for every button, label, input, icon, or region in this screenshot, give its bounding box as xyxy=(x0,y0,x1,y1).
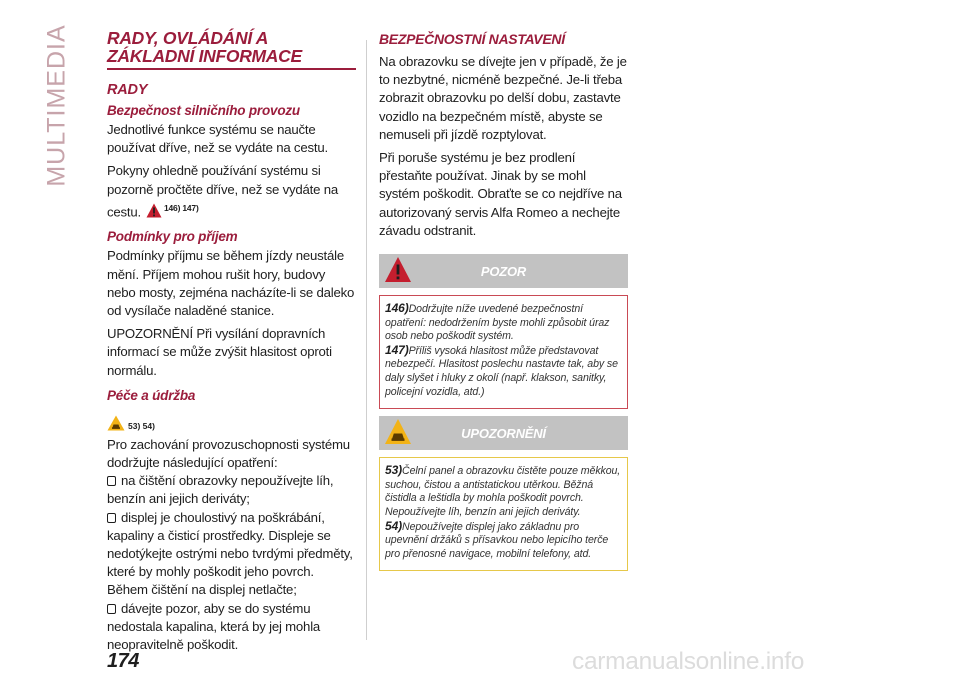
care-refs-line xyxy=(107,409,357,431)
watermark: carmanualsonline.info xyxy=(572,648,805,675)
warning-item-number: 146) xyxy=(385,301,409,316)
note-box xyxy=(379,416,628,571)
section-side-label xyxy=(30,23,84,187)
warning-item xyxy=(385,302,622,344)
road-safety-heading: Bezpečnost silničního provozu xyxy=(107,103,300,118)
care-refs: 53) 54) xyxy=(128,420,155,431)
note-item-number: 53) xyxy=(385,463,403,478)
reception-paragraph-1: Podmínky příjmu se během jízdy neustále mění. Příjem mohou rušit hory, budovy nebo mosty, zejména nacházíte-li se daleko od vysílače naladěné stanice. xyxy=(107,248,355,319)
safety-paragraph-2: Při poruše systému je bez prodlení přestaňte používat. Jinak by se mohl systém poškodit. Obraťte se co nejdříve na autorizovaný servis Alfa Romeo a nechejte závadu odstranit. xyxy=(379,150,622,238)
note-item-number: 54) xyxy=(385,518,403,533)
warning-item-text: Dodržujte níže uvedené bezpečnostní opatření: nedodržením byste mohli způsobit úraz osob nebo poškodit systém. xyxy=(385,303,610,343)
warning-triangle-icon xyxy=(384,256,412,284)
care-bullet-text: na čištění obrazovky nepoužívejte líh, benzín ani jejich deriváty; xyxy=(107,473,334,507)
note-box-body xyxy=(379,457,628,571)
note-item xyxy=(385,464,622,519)
road-safety-paragraph-2 xyxy=(107,162,357,221)
warning-box-body xyxy=(379,295,628,409)
warning-item-number: 147) xyxy=(385,342,409,357)
warning-box-label: POZOR xyxy=(480,263,527,279)
warning-item-text: Příliš vysoká hlasitost může představovat nebezpečí. Hlasitost poslechu nastavte tak, aby se daly slyšet i hluky z okolí (např. klakson, sanitky, policejní vozidla, atd.) xyxy=(385,344,618,398)
left-column xyxy=(107,29,357,654)
care-heading: Péče a údržba xyxy=(107,387,196,403)
note-item-text: Čelní panel a obrazovku čistěte pouze měkkou, suchou, čistou a antistatickou utěrkou. Běžná čistidla a leštidla by mohla poškodit povrch. Nepoužívejte líh, benzín ani jejich deriváty. xyxy=(385,465,621,518)
care-bullet-text: dávejte pozor, aby se do systému nedostala kapalina, která by jej mohla neopravitelně poškodit. xyxy=(107,600,321,653)
care-intro: Pro zachování provozuschopnosti systému dodržujte následující opatření: xyxy=(107,436,350,471)
care-bullet-text: displej je choulostivý na poškrábání, kapaliny a čisticí prostředky. Displeje se nedotýkejte ostrými nebo tvrdými předměty, které by mohly poškodit jeho povrch. Během čištění na displej netlačte; xyxy=(107,509,353,598)
care-bullet-list xyxy=(107,472,357,654)
note-box-label: UPOZORNĚNÍ xyxy=(461,425,546,441)
care-bullet-item xyxy=(107,472,357,508)
page-number: 174 xyxy=(107,650,139,672)
road-safety-paragraph-1: Jednotlivé funkce systému se naučte používat dříve, než se vydáte na cestu. xyxy=(107,122,328,156)
car-warning-icon xyxy=(384,418,412,446)
note-item-text: Nepoužívejte displej jako základnu pro upevnění držáků s přísavkou nebo lepicího terče pro přenosné navigace, mobilní telefony, atd. xyxy=(385,520,609,560)
warning-triangle-icon xyxy=(146,203,162,218)
safety-settings-title: BEZPEČNOSTNÍ NASTAVENÍ xyxy=(379,31,565,47)
care-bullet-item xyxy=(107,509,357,600)
section-heading-rady: RADY xyxy=(107,82,148,98)
warning-item xyxy=(385,344,622,399)
note-item xyxy=(385,520,622,562)
care-bullet-item xyxy=(107,600,357,655)
reception-paragraph-2: UPOZORNĚNÍ Při vysílání dopravních informací se může zvýšit hlasitost oproti normálu. xyxy=(107,326,332,378)
column-divider xyxy=(366,40,367,640)
note-box-header xyxy=(379,416,628,450)
page-title: RADY, OVLÁDÁNÍ A ZÁKLADNÍ INFORMACE xyxy=(107,29,356,70)
safety-paragraph-1: Na obrazovku se dívejte jen v případě, že je to nezbytné, nicméně bezpečné. Je-li třeba zobrazit obrazovku po delší dobu, zastavte vozidlo na bezpečném místě, abyste se nemuseli při jízdě rozptylovat. xyxy=(379,54,627,142)
reception-heading: Podmínky pro příjem xyxy=(107,229,238,245)
checkbox-bullet-icon xyxy=(107,476,116,486)
road-safety-paragraph-2-text: Pokyny ohledně používání systému si pozorně pročtěte dříve, než se vydáte na cestu. xyxy=(107,163,338,220)
right-column xyxy=(379,29,628,571)
warning-box xyxy=(379,254,628,409)
checkbox-bullet-icon xyxy=(107,513,116,523)
side-label-text: MULTIMEDIA xyxy=(42,23,71,187)
checkbox-bullet-icon xyxy=(107,604,116,614)
warning-box-header xyxy=(379,254,628,288)
road-safety-refs: 146) 147) xyxy=(163,202,199,213)
car-warning-icon xyxy=(107,415,125,431)
